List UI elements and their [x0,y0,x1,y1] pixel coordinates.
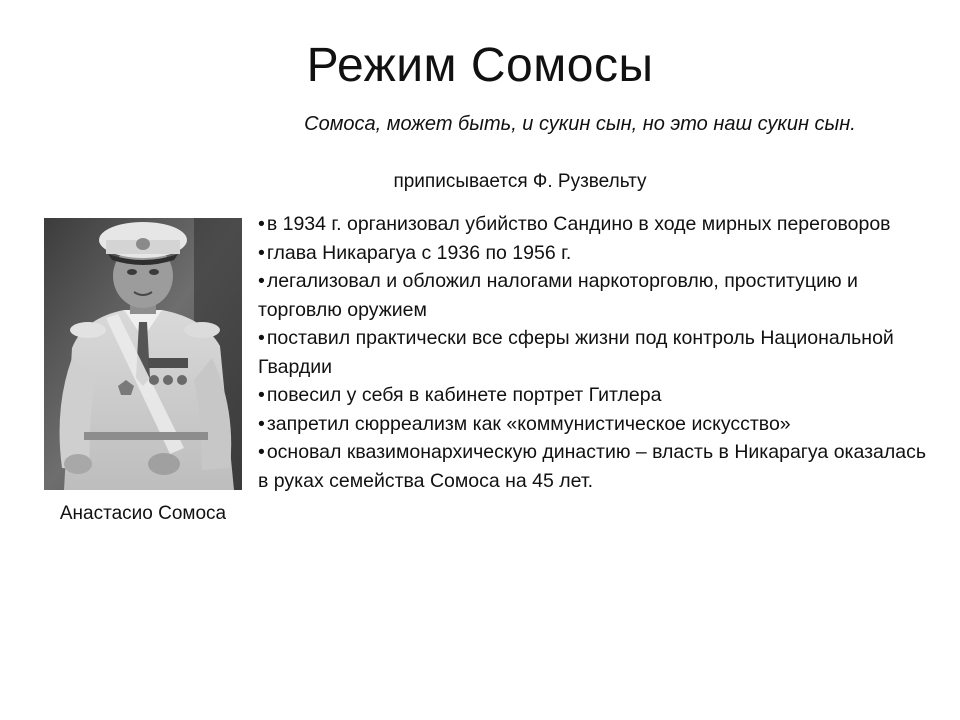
bullet-text: легализовал и обложил налогами наркоторговлю, проституцию и торговлю оружием [258,270,858,321]
bullet-list [258,210,930,495]
bullet-item [258,381,930,410]
bullet-text: поставил практически все сферы жизни под контроль Национальной Гвардии [258,327,894,378]
bullet-mark: • [258,213,265,235]
bullet-text: запретил сюрреализм как «коммунистическое искусство» [266,412,791,435]
bullet-text: в 1934 г. организовал убийство Сандино в ходе мирных переговоров [266,213,891,235]
portrait-figure [44,218,242,490]
bullet-item [258,410,930,439]
bullet-text: основал квазимонархическую династию – власть в Никарагуа оказалась в руках семейства Сомоса на 45 лет. [258,441,927,492]
bullet-item [258,267,930,324]
bullet-mark: • [258,241,265,264]
bullet-text: глава Никарагуа с 1936 по 1956 г. [266,241,572,264]
bullet-mark: • [258,441,265,463]
bullet-mark: • [258,327,265,349]
bullet-mark: • [258,270,265,292]
bullet-item [258,438,930,495]
bullet-mark: • [258,412,265,435]
slide-title: Режим Сомосы [306,39,654,92]
epigraph-quote: Сомоса, может быть, и сукин сын, но это наш сукин сын. [304,113,856,135]
bullet-item [258,324,930,381]
quote-attribution: приписывается Ф. Рузвельту [393,171,647,192]
portrait-caption: Анастасио Сомоса [59,503,227,524]
bullet-text: повесил у себя в кабинете портрет Гитлера [266,384,662,406]
bullet-item [258,210,930,239]
bullet-mark: • [258,384,265,406]
portrait-photo [44,218,242,490]
bullet-item [258,239,930,268]
